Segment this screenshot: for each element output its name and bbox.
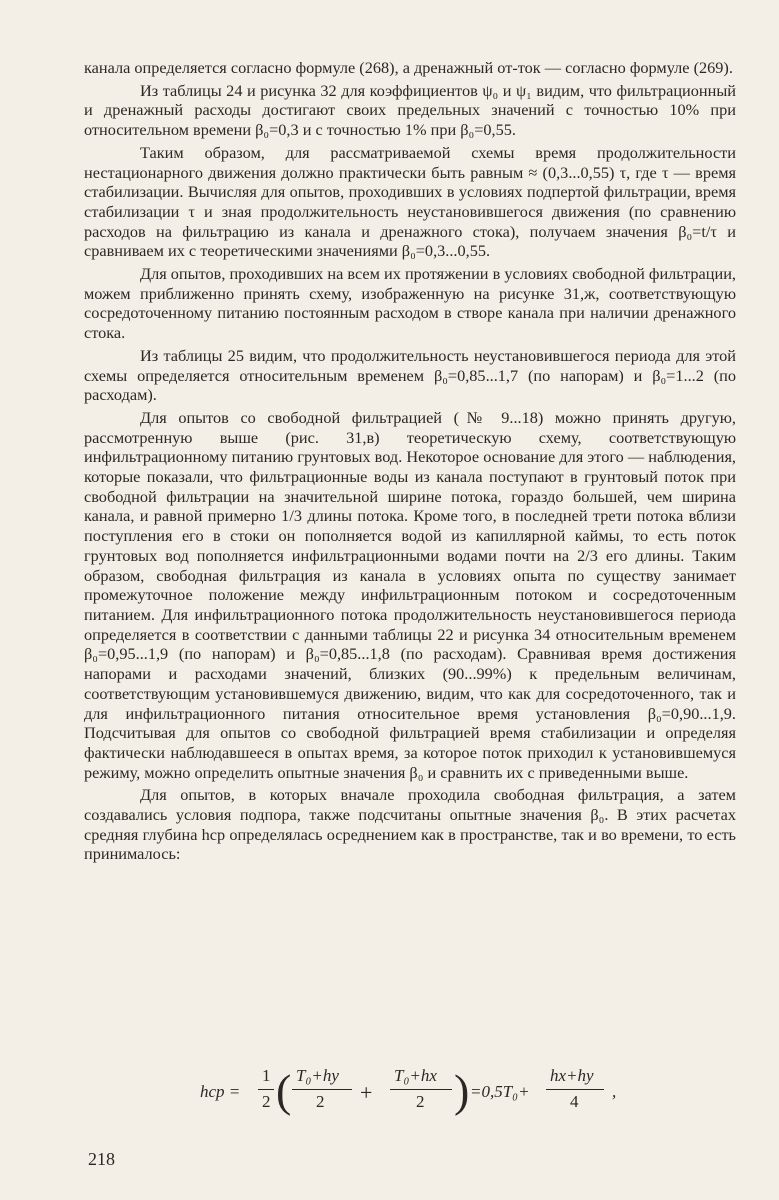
formula-frac3-num: hх+hу [550, 1066, 594, 1085]
paragraph: Из таблицы 25 видим, что продолжительность неустановившегося периода для этой схемы определяется относительным временем β₀=0,85...1,7 (по напорам) и β₀=1...2 (по расходам). [84, 345, 736, 405]
formula-half-den: 2 [262, 1092, 271, 1111]
formula [200, 1062, 640, 1126]
fraction-bar [390, 1089, 452, 1090]
formula-plus: + [360, 1080, 373, 1105]
formula-lhs: hср = [200, 1082, 241, 1101]
paragraph: Из таблицы 24 и рисунка 32 для коэффициентов ψ₀ и ψ₁ видим, что фильтрационный и дренажный расходы достигают своих предельных значений с точностью 10% при относительном времени β₀=0,3 и с точностью 1% при β₀=0,55. [84, 80, 736, 140]
fraction-bar [258, 1089, 274, 1090]
formula-frac2-num: T₀+hх [394, 1066, 437, 1085]
paragraph: Для опытов, в которых вначале проходила свободная фильтрация, а затем создавались условия подпора, также подсчитаны опытные значения β₀. В этих расчетах средняя глубина hср определялась осреднением как в пространстве, так и во времени, то есть принималось: [84, 785, 736, 864]
paragraph: Для опытов со свободной фильтрацией (№ 9...18) можно принять другую, рассмотренную выше (рис. 31,в) теоретическую схему, соответствующую инфильтрационному питанию грунтовых вод. Некоторое основание для этого — наблюдения, которые показали, что фильтрационные воды из канала поступают в грунтовый поток при свободной фильтрации на значительной ширине потока, гораздо большей, чем ширина канала, и равной примерно 1/3 длины потока. Кроме того, в последней трети потока вблизи поступления его в стоки он пополняется водой из капиллярной каймы, то есть поток грунтовых вод пополняется инфильтрационными водами почти на 2/3 его длины. Таким образом, свободная фильтрация из канала в условиях опыта по существу занимает промежуточное положение между инфильтрационным потоком и сосредоточенным питанием. Для инфильтрационного потока продолжительность неустановившегося периода определяется в соответствии с данными таблицы 22 и рисунка 34 относительным временем β₀=0,95...1,9 (по напорам) и β₀=0,85...1,8 (по расходам). Сравнивая время достижения напорами и расходами значений, близких (90...99%) к предельным величинам, соответствующим установившемуся движению, видим, что как для сосредоточенного, так и для инфильтрационного питания относительное время установления β₀=0,90...1,9. Подсчитывая для опытов со свободной фильтрацией время стабилизации и определяя фактически наблюдавшееся в опытах время, за которое поток приходил к установившемуся режиму, можно определить опытные значения β₀ и сравнить их с приведенными выше. [84, 407, 736, 782]
fraction-bar [292, 1089, 352, 1090]
paragraph: канала определяется согласно формуле (268), а дренажный от-ток — согласно формуле (269). [84, 58, 733, 77]
formula-frac2-den: 2 [416, 1092, 425, 1111]
left-paren: ( [276, 1065, 292, 1116]
formula-frac1-den: 2 [316, 1092, 325, 1111]
formula-tail: , [612, 1082, 617, 1101]
formula-mid: =0,5T₀+ [470, 1082, 530, 1101]
page-number: 218 [88, 1149, 115, 1169]
formula-frac1-num: T₀+hу [296, 1066, 339, 1085]
formula-frac3-den: 4 [570, 1092, 579, 1111]
formula-half-num: 1 [262, 1066, 271, 1085]
paragraph: Для опытов, проходивших на всем их протяжении в условиях свободной фильтрации, можем приближенно принять схему, изображенную на рисунке 31,ж, соответствующую сосредоточенному питанию постоянным расходом в створе канала при наличии дренажного стока. [84, 264, 736, 343]
fraction-bar [546, 1089, 604, 1090]
right-paren: ) [454, 1065, 470, 1116]
paragraph: Таким образом, для рассматриваемой схемы время продолжительности нестационарного движения должно практически быть равным ≈ (0,3...0,55) τ, где τ — время стабилизации. Вычисляя для опытов, проходивших в условиях подпертой фильтрации, время стабилизации τ и зная продолжительность неустановившегося движения (по сравнению расходов на фильтрацию из канала и дренажного стока), получаем значения β₀=t/τ и сравниваем их с теоретическими значениями β₀=0,3...0,55. [84, 142, 736, 261]
page-body [84, 58, 736, 867]
